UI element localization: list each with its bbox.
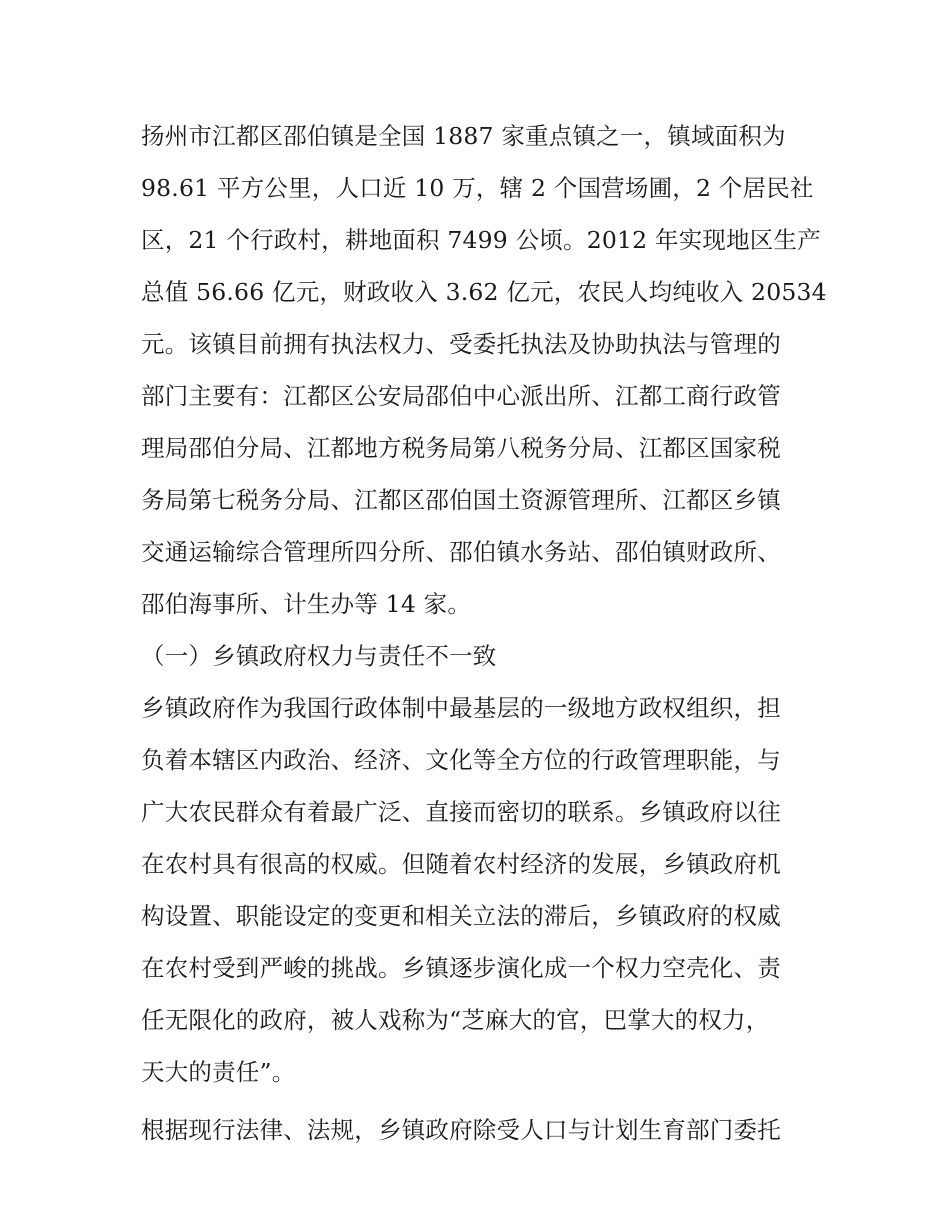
- text-line: 扬州市江都区邵伯镇是全国 1887 家重点镇之一，镇域面积为: [141, 122, 786, 150]
- text-line: 天大的责任”。: [141, 1058, 296, 1086]
- paragraph-township-government: [141, 682, 821, 1098]
- text-line: 邵伯海事所、计生办等 14 家。: [141, 590, 472, 618]
- text-line: 在农村受到严峻的挑战。乡镇逐步演化成一个权力空壳化、责: [141, 954, 781, 982]
- text-line: 任无限化的政府，被人戏称为“芝麻大的官，巴掌大的权力，: [141, 1006, 770, 1034]
- paragraph-current-laws: [141, 1104, 821, 1156]
- text-line: 广大农民群众有着最广泛、直接而密切的联系。乡镇政府以往: [141, 798, 781, 826]
- text-line: 在农村具有很高的权威。但随着农村经济的发展，乡镇政府机: [141, 850, 781, 878]
- text-line: 负着本辖区内政治、经济、文化等全方位的行政管理职能，与: [141, 746, 781, 774]
- text-line: 部门主要有：江都区公安局邵伯中心派出所、江都工商行政管: [141, 382, 781, 410]
- text-line: 理局邵伯分局、江都地方税务局第八税务分局、江都区国家税: [141, 434, 781, 462]
- text-line: 98.61 平方公里，人口近 10 万，辖 2 个国营场圃，2 个居民社: [141, 174, 814, 202]
- text-line: 区，21 个行政村，耕地面积 7499 公顷。2012 年实现地区生产: [141, 226, 821, 254]
- text-line: 交通运输综合管理所四分所、邵伯镇水务站、邵伯镇财政所、: [141, 538, 781, 566]
- text-line: 构设置、职能设定的变更和相关立法的滞后，乡镇政府的权威: [141, 902, 781, 930]
- section-heading: （一）乡镇政府权力与责任不一致: [141, 642, 497, 670]
- paragraph-town-overview: [141, 110, 827, 630]
- text-line: 总值 56.66 亿元，财政收入 3.62 亿元，农民人均纯收入 20534: [141, 278, 827, 306]
- text-line: 根据现行法律、法规，乡镇政府除受人口与计划生育部门委托: [141, 1116, 781, 1144]
- text-line: 乡镇政府作为我国行政体制中最基层的一级地方政权组织，担: [141, 694, 781, 722]
- document-body: [141, 110, 827, 1156]
- text-line: 务局第七税务分局、江都区邵伯国土资源管理所、江都区乡镇: [141, 486, 781, 514]
- text-line: 元。该镇目前拥有执法权力、受委托执法及协助执法与管理的: [141, 330, 781, 358]
